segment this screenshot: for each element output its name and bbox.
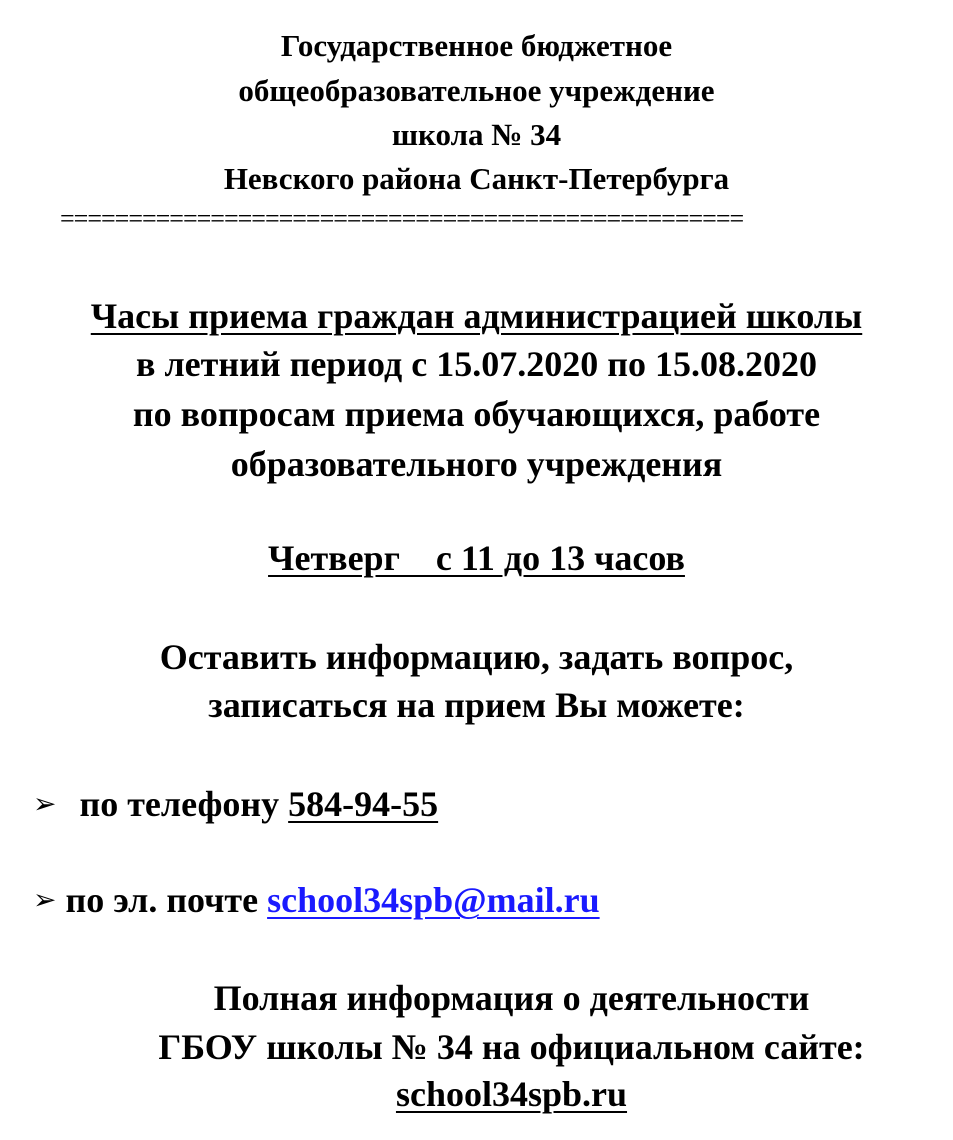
email-contact-item xyxy=(33,882,600,918)
header-line-4: Невского района Санкт-Петербурга xyxy=(223,161,730,196)
website-link[interactable]: school34spb.ru xyxy=(395,1074,628,1114)
reception-topic-line-1: по вопросам приема обучающихся, работе xyxy=(132,394,821,434)
header-line-2: общеобразовательное учреждение xyxy=(238,73,715,108)
contact-intro-line-2: записаться на прием Вы можете: xyxy=(208,685,745,725)
phone-contact-item xyxy=(33,786,438,822)
footer-line-1: Полная информация о деятельности xyxy=(213,978,810,1018)
phone-label: по телефону xyxy=(79,784,289,824)
header-line-3: школа № 34 xyxy=(391,117,562,152)
reception-schedule: Четверг с 11 до 13 часов xyxy=(268,538,685,578)
phone-number: 584-94-55 xyxy=(288,784,439,824)
email-label: по эл. почте xyxy=(65,880,268,920)
footer-line-2: ГБОУ школы № 34 на официальном сайте: xyxy=(158,1027,865,1067)
reception-title: Часы приема граждан администрацией школы xyxy=(90,296,863,336)
arrow-right-icon: ➢ xyxy=(33,787,57,820)
header-line-1: Государственное бюджетное xyxy=(280,28,673,63)
reception-period: в летний период с 15.07.2020 по 15.08.2020 xyxy=(136,344,817,384)
header-separator: ================================================== xyxy=(60,206,744,232)
contact-intro-line-1: Оставить информацию, задать вопрос, xyxy=(159,637,794,677)
arrow-right-icon: ➢ xyxy=(33,883,57,916)
reception-topic-line-2: образовательного учреждения xyxy=(230,444,723,484)
email-link[interactable]: school34spb@mail.ru xyxy=(267,880,600,920)
